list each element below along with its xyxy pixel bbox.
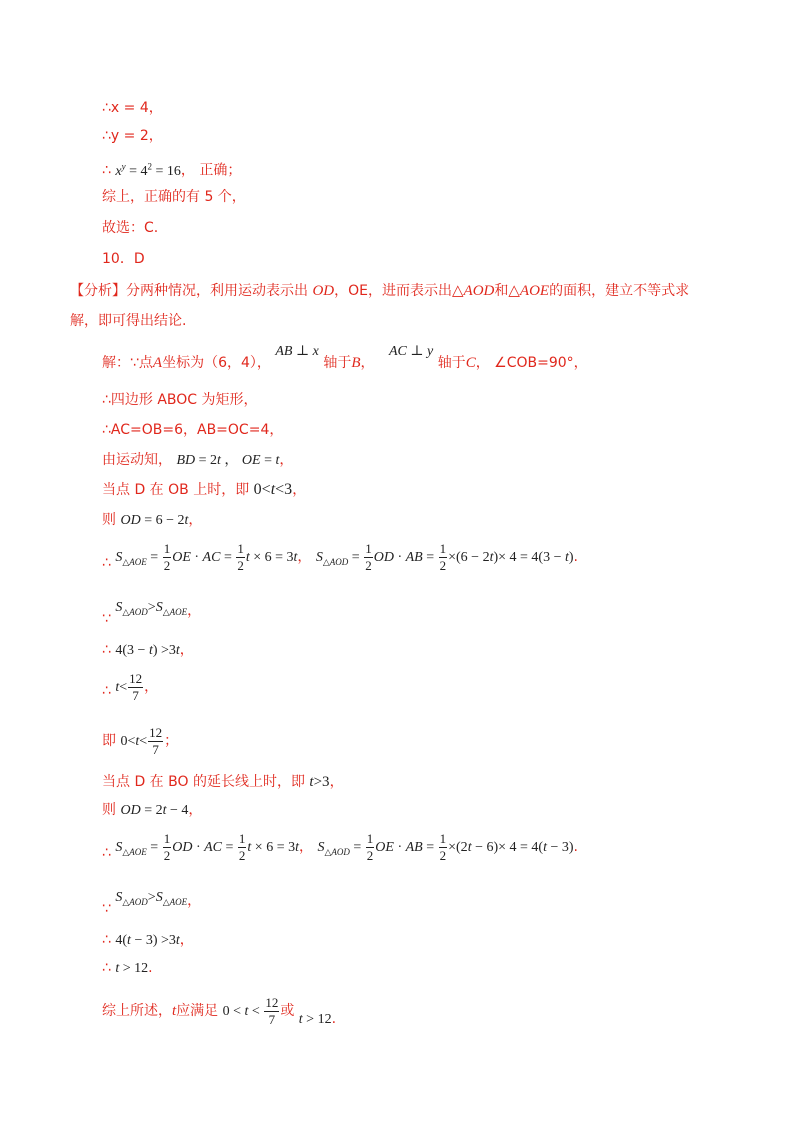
- therefore-x: ∴x = 4，: [102, 100, 163, 116]
- line-x-pow-y: ∴ $x^y = 4^2 = 16$， 正确；: [102, 161, 242, 179]
- math-ac-perp-y: AC ⊥ y: [388, 344, 434, 359]
- analysis-line-2: 解，即可得出结论.: [70, 313, 187, 329]
- math-compare-2: $S_{\triangle AOD}>S_{\triangle AOE}$: [115, 890, 188, 907]
- line-y-equals-2: [102, 126, 163, 146]
- line-case-1: 当点 D 在 OB 上时，即 0<t<3，: [102, 481, 307, 498]
- therefore-symbol: ∴: [102, 162, 111, 179]
- line-ineq-2: ∴ 4(t − 3) >3t，: [102, 932, 194, 948]
- therefore-y: ∴y = 2，: [102, 128, 163, 144]
- math-x-pow-y: $x^y = 4^2 = 16$: [115, 161, 181, 179]
- math-compare-1: $S_{\triangle AOD}>S_{\triangle AOE}$: [115, 600, 188, 617]
- math-ineq-2: 4(t − 3) >3t: [115, 933, 180, 948]
- math-ab-perp-x: AB ⊥ x: [275, 344, 319, 359]
- math-area-aod-2: $S_{\triangle AOD}$ = $\frac{1}{2}$ OE · AB = $\frac{1}{2}$ ×(2t − 6)× 4 = 4(t − 3): [317, 831, 574, 864]
- line-choice-c: [102, 218, 158, 238]
- correct-text: 正确；: [199, 162, 242, 179]
- line-because-2: ∵ $S_{\triangle AOD}>S_{\triangle AOE}$，: [102, 890, 202, 917]
- line-od-2: 则 OD = 2t − 4，: [102, 802, 203, 818]
- question-10-answer: 10．D: [102, 251, 145, 267]
- math-area-aoe-1: $S_{\triangle AOE}$ = $\frac{1}{2}$ OE · AC = $\frac{1}{2}$ t × 6 = 3t: [115, 541, 298, 574]
- od-text: OD: [312, 283, 335, 299]
- line-areas-1: ∴ $S_{\triangle AOE}$ = $\frac{1}{2}$ OE · AC = $\frac{1}{2}$ t × 6 = 3t， $S_{\triangle AOD}$ = $\frac{1}{2}$ OD · AB = $\frac{1}{2}$ ×(6 − 2t)× 4 = 4(3 − t).: [102, 541, 578, 574]
- math-od-2t-4: OD = 2t − 4: [120, 803, 189, 818]
- line-motion: 由运动知， BD = 2t ， OE = t，: [102, 452, 294, 468]
- math-t-gt-12: t > 12: [115, 961, 149, 976]
- math-final-t-gt-12: t > 12: [298, 1012, 332, 1027]
- math-area-aod-1: $S_{\triangle AOD}$ = $\frac{1}{2}$ OD · AB = $\frac{1}{2}$ ×(6 − 2t)× 4 = 4(3 − t): [315, 541, 574, 574]
- line-because-1: ∵ $S_{\triangle AOD}>S_{\triangle AOE}$，: [102, 600, 202, 627]
- math-t-lt-frac: t< $\frac{12}{7}$: [115, 671, 143, 704]
- analysis-label: 【分析】: [70, 283, 126, 299]
- line-summary-five: [102, 187, 246, 207]
- math-area-aoe-2: $S_{\triangle AOE}$ = $\frac{1}{2}$ OD · AC = $\frac{1}{2}$ t × 6 = 3t: [115, 831, 299, 864]
- line-ineq-1: ∴ 4(3 − t) >3t，: [102, 642, 194, 658]
- math-t-gt-3: t>3: [309, 774, 330, 790]
- line-range-frac: 即 0<t< $\frac{12}{7}$ ；: [102, 725, 179, 758]
- line-rectangle: ∴四边形 ABOC 为矩形，: [102, 392, 258, 408]
- line-x-equals-4: [102, 98, 163, 118]
- solution-line: 解：∵点A坐标为（6，4）， AB ⊥ x 轴于B， AC ⊥ y 轴于C， ∠COB=90°，: [102, 344, 588, 371]
- math-range-frac: 0<t< $\frac{12}{7}$: [120, 725, 163, 758]
- line-question-10: [102, 249, 145, 269]
- summary-text: 综上，正确的有 5 个，: [102, 189, 246, 205]
- math-bd-oe: BD = 2t ， OE = t: [176, 453, 280, 468]
- line-t-gt-12: ∴ t > 12.: [102, 960, 153, 976]
- math-range-1: 0<t<3: [253, 481, 293, 498]
- choice-text: 故选：C.: [102, 220, 159, 236]
- line-final-summary: 综上所述，t应满足 0 < t < $\frac{12}{7}$ 或 t > 12.: [102, 995, 337, 1028]
- analysis-line-1: 【分析】分两种情况，利用运动表示出 OD，OE，进而表示出△AOD和△AOE的面积，建立不等式求: [70, 283, 690, 299]
- math-final-range: 0 < t < $\frac{12}{7}$: [222, 995, 279, 1028]
- line-case-2: 当点 D 在 BO 的延长线上时，即 t>3，: [102, 774, 344, 790]
- math-od-6-2t: OD = 6 − 2t: [120, 513, 189, 528]
- line-sides: ∴AC=OB=6，AB=OC=4，: [102, 422, 284, 438]
- line-od-1: 则 OD = 6 − 2t，: [102, 512, 203, 528]
- line-t-lt-12-7: ∴ t< $\frac{12}{7}$ ，: [102, 671, 159, 704]
- math-ineq-1: 4(3 − t) >3t: [115, 643, 180, 658]
- line-areas-2: ∴ $S_{\triangle AOE}$ = $\frac{1}{2}$ OD · AC = $\frac{1}{2}$ t × 6 = 3t， $S_{\triangle AOD}$ = $\frac{1}{2}$ OE · AB = $\frac{1}{2}$ ×(2t − 6)× 4 = 4(t − 3).: [102, 831, 578, 864]
